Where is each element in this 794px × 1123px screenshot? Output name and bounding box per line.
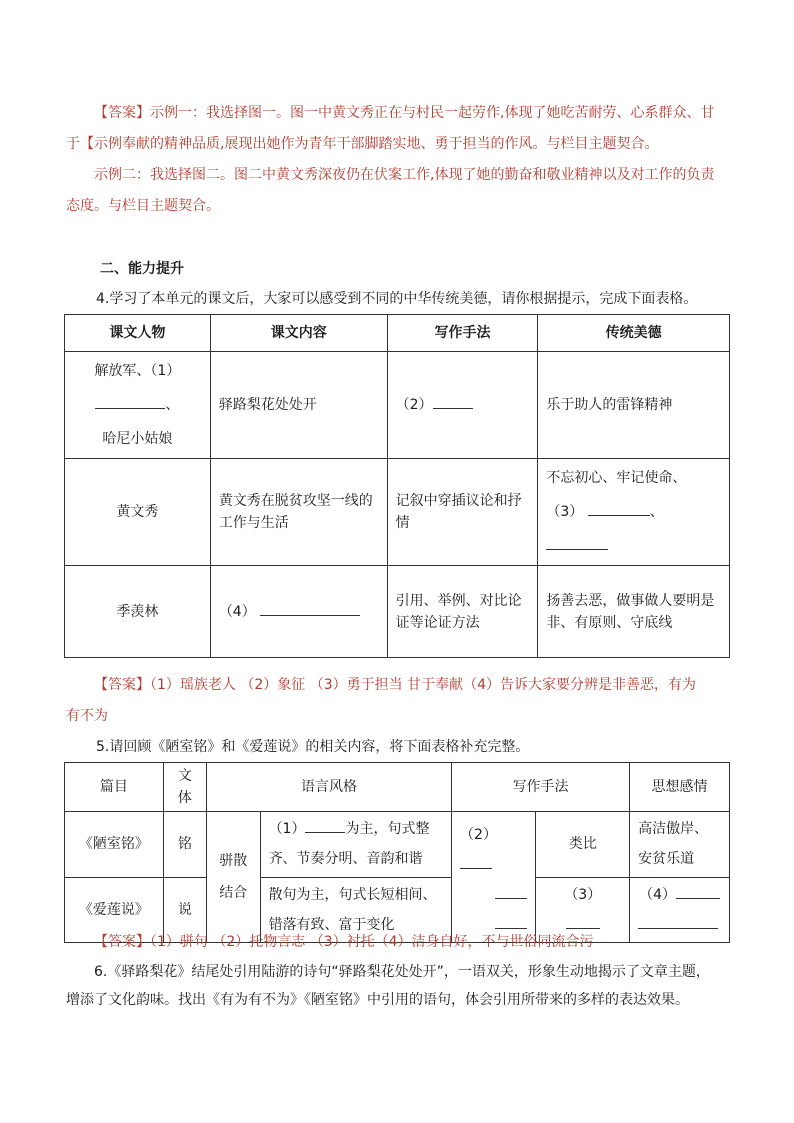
method2-cell: （3）	[536, 877, 630, 943]
answer-tag: 【答案】	[94, 677, 150, 693]
answer1-line2: 于【示例奉献的精神品质,展现出她作为青年干部脚踏实地、勇于担当的作风。与栏目主题契合。	[66, 136, 659, 152]
header-cell: 课文人物	[65, 315, 211, 352]
header-cell: 课文内容	[210, 315, 387, 352]
header-cell: 篇目	[65, 763, 164, 812]
fill-blank-5-4a[interactable]	[676, 884, 720, 899]
virtue-cell: 扬善去恶，做事做人要明是非、有原则、守底线	[538, 566, 730, 658]
fill-blank-5-2a[interactable]	[460, 854, 492, 869]
answer2-line1: 【答案】（1）瑶族老人 （2）象征 （3）勇于担当 甘于奉献（4）告诉大家要分辨是非善恶，有为	[94, 677, 696, 693]
fill-blank-3b[interactable]	[546, 535, 608, 550]
header-cell: 传统美德	[538, 315, 730, 352]
virtue-table	[64, 314, 730, 658]
q4-prompt: 4.学习了本单元的课文后，大家可以感受到不同的中华传统美德，请你根据提示，完成下面表格。	[96, 291, 698, 307]
essay-table	[64, 762, 730, 943]
feeling-cell: （4）	[630, 877, 730, 943]
method-cell: （2）	[452, 812, 536, 943]
table-row	[65, 566, 730, 658]
person-cell: 季羡林	[65, 566, 211, 658]
content-cell: 驿路梨花处处开	[210, 352, 387, 459]
answer1-line3: 示例二：我选择图二。图二中黄文秀深夜仍在伏案工作,体现了她的勤奋和敬业精神以及对工作的负责	[94, 167, 715, 183]
virtue-cell: 乐于助人的雷锋精神	[538, 352, 730, 459]
fill-blank-2[interactable]	[433, 394, 473, 409]
fill-blank-1[interactable]	[95, 394, 165, 409]
person-cell: 解放军、（1） 、 哈尼小姑娘	[65, 352, 211, 459]
answer2-line2: 有不为	[66, 708, 108, 724]
merged-style-cell: 骈散结合	[207, 812, 261, 943]
method-cell: （2）	[387, 352, 538, 459]
header-cell: 写作手法	[452, 763, 630, 812]
fill-blank-4[interactable]	[260, 601, 360, 616]
answer1-line4: 态度。与栏目主题契合。	[66, 198, 220, 214]
fill-blank-5-2b[interactable]	[495, 884, 527, 899]
feeling-cell: 高洁傲岸、安贫乐道	[630, 812, 730, 878]
q6-line1: 6.《驿路梨花》结尾处引用陆游的诗句“驿路梨花处处开”，一语双关，形象生动地揭示了文章主题，	[94, 964, 710, 980]
method-cell: 引用、举例、对比论证等论证方法	[387, 566, 538, 658]
answer-tag: 【答案】	[94, 934, 150, 950]
table-row	[65, 812, 730, 878]
virtue-cell: 不忘初心、牢记使命、 （3） 、	[538, 459, 730, 566]
table-row	[65, 352, 730, 459]
fill-blank-5-1[interactable]	[305, 818, 345, 833]
header-cell: 文体	[163, 763, 206, 812]
header-cell: 语言风格	[207, 763, 452, 812]
method2-cell: 类比	[536, 812, 630, 878]
header-cell: 写作手法	[387, 315, 538, 352]
section-heading: 二、能力提升	[100, 261, 184, 277]
title-cell: 《爱莲说》	[65, 877, 164, 943]
genre-cell: 铭	[163, 812, 206, 878]
method-cell: 记叙中穿插议论和抒情	[387, 459, 538, 566]
answer-tag: 【答案】	[94, 105, 150, 121]
fill-blank-3a[interactable]	[588, 501, 650, 516]
q6-line2: 增添了文化韵味。找出《有为有不为》《陋室铭》中引用的语句，体会引用所带来的多样的表达效果。	[66, 992, 689, 1008]
content-cell: 黄文秀在脱贫攻坚一线的工作与生活	[210, 459, 387, 566]
content-cell: （4）	[210, 566, 387, 658]
style-cell: 散句为主，句式长短相间、错落有致、富于变化	[260, 877, 451, 943]
style-cell: （1） 为主，句式整齐、节奏分明、音韵和谐	[260, 812, 451, 878]
person-cell: 黄文秀	[65, 459, 211, 566]
q5-prompt: 5.请回顾《陋室铭》和《爱莲说》的相关内容，将下面表格补充完整。	[96, 739, 530, 755]
title-cell: 《陋室铭》	[65, 812, 164, 878]
table-header-row	[65, 763, 730, 812]
header-cell: 思想感情	[630, 763, 730, 812]
table-header-row	[65, 315, 730, 352]
table-row	[65, 459, 730, 566]
answer3-line: 【答案】（1）骈句 （2）托物言志 （3）衬托（4）洁身自好，不与世俗同流合污	[94, 934, 594, 950]
genre-cell: 说	[163, 877, 206, 943]
answer1-line1: 【答案】示例一：我选择图一。图一中黄文秀正在与村民一起劳作,体现了她吃苦耐劳、心系群众、甘	[94, 105, 715, 121]
